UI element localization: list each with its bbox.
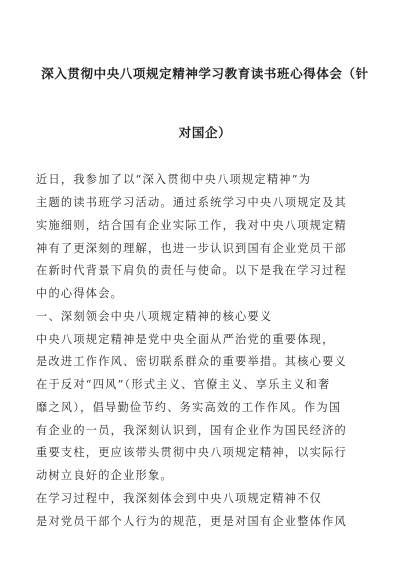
paragraph-line: 动树立良好的企业形象。 [36,469,173,482]
paragraph-line: 是对党员干部个人行为的规范，更是对国有企业整体作风 [36,515,347,528]
paragraph-line: 神有了更深刻的理解，也进一步认识到国有企业党员干部 [36,242,347,255]
paragraph-line: 主题的读书班学习活动。通过系统学习中央八项规定及其 [36,196,347,209]
paragraph-line: 中的心得体会。 [36,287,124,300]
document-title-line-2: 对国企） [178,125,232,140]
paragraph-line: 重要支柱，更应该带头贯彻中央八项规定精神，以实际行 [36,446,347,459]
paragraph-line: 中央八项规定精神是党中央全面从严治党的重要体现， [36,333,335,346]
paragraph-line: 在于反对“四风”（形式主义、官僚主义、享乐主义和奢 [36,378,331,391]
paragraph-line: 有企业的一员，我深刻认识到，国有企业作为国民经济的 [36,424,347,437]
document-title-line-1: 深入贯彻中央八项规定精神学习教育读书班心得体会（针 [41,66,369,81]
paragraph-line: 在学习过程中，我深刻体会到中央八项规定精神不仅 [36,492,323,505]
paragraph-line: 靡之风），倡导勤俭节约、务实高效的工作作风。作为国 [36,401,342,414]
paragraph-line: 在新时代背景下肩负的责任与使命。以下是我在学习过程 [36,264,347,277]
paragraph-line: 实施细则，结合国有企业实际工作，我对中央八项规定精 [36,219,347,232]
paragraph-line: 近日，我参加了以“深入贯彻中央八项规定精神”为 [36,173,312,186]
section-heading: 一、深刻领会中央八项规定精神的核心要义 [36,310,273,323]
paragraph-line: 是改进工作作风、密切联系群众的重要举措。其核心要义 [36,355,347,368]
